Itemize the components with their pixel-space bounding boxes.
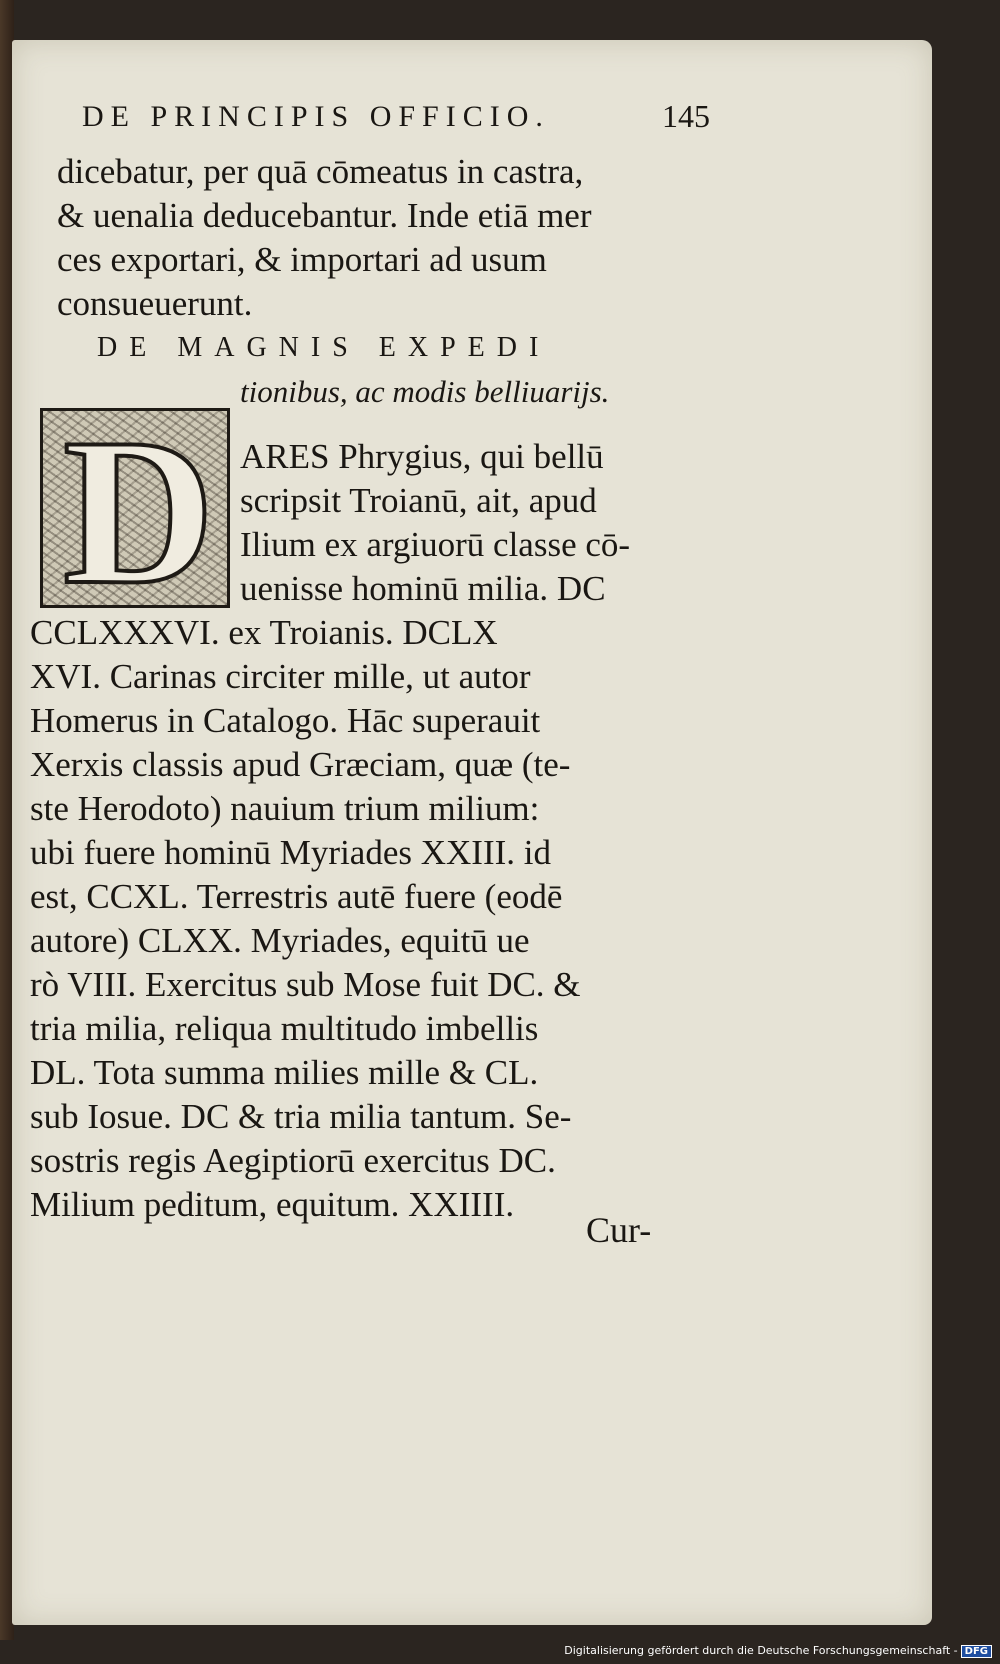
text-line: sub Iosue. DC & tria milia tantum. Se- xyxy=(30,1097,572,1136)
text-line: XVI. Carinas circiter mille, ut autor xyxy=(30,657,531,696)
text-line: DL. Tota summa milies mille & CL. xyxy=(30,1053,539,1092)
text-line: autore) CLXX. Myriades, equitū ue xyxy=(30,921,530,960)
section-heading-continuation: tionibus, ac modis belliuarijs. xyxy=(240,374,610,409)
text-line: scripsit Troianū, ait, apud xyxy=(240,481,597,520)
text-line: Homerus in Catalogo. Hāc superauit xyxy=(30,701,541,740)
credit-text: Digitalisierung gefördert durch die Deutsche Forschungsgemeinschaft - xyxy=(564,1644,958,1657)
text-line: ces exportari, & importari ad usum xyxy=(57,240,547,279)
text-line: uenisse hominū milia. DC xyxy=(240,569,606,608)
page-number: 145 xyxy=(662,98,710,134)
scan-background-top xyxy=(0,0,1000,40)
text-line: Ilium ex argiuorū classe cō- xyxy=(240,525,631,564)
text-line: consueuerunt. xyxy=(57,284,253,323)
text-line: Milium peditum, equitum. XXIIII. xyxy=(30,1185,515,1224)
running-head: DE PRINCIPIS OFFICIO. xyxy=(82,100,550,133)
text-line: dicebatur, per quā cōmeatus in castra, xyxy=(57,152,584,191)
text-line: ubi fuere hominū Myriades XXIII. id xyxy=(30,833,551,872)
text-line: ste Herodoto) nauium trium milium: xyxy=(30,789,540,828)
text-line: tria milia, reliqua multitudo imbellis xyxy=(30,1009,539,1048)
text-line: & uenalia deducebantur. Inde etiā mer xyxy=(57,196,592,235)
section-heading: DE MAGNIS EXPEDI xyxy=(97,332,551,363)
decorated-initial xyxy=(40,396,230,628)
text-line: rò VIII. Exercitus sub Mose fuit DC. & xyxy=(30,965,581,1004)
initial-letter: D xyxy=(63,396,215,628)
text-line: Xerxis classis apud Græciam, quæ (te- xyxy=(30,745,571,784)
dfg-logo: DFG xyxy=(961,1645,992,1658)
catchword: Cur- xyxy=(586,1210,652,1250)
text-line: est, CCXL. Terrestris autē fuere (eodē xyxy=(30,877,563,916)
digitization-credit xyxy=(564,1644,992,1658)
text-line: sostris regis Aegiptiorū exercitus DC. xyxy=(30,1141,556,1180)
text-line: CCLXXXVI. ex Troianis. DCLX xyxy=(30,613,498,652)
text-line: ARES Phrygius, qui bellū xyxy=(240,437,604,476)
book-page xyxy=(12,40,932,1625)
